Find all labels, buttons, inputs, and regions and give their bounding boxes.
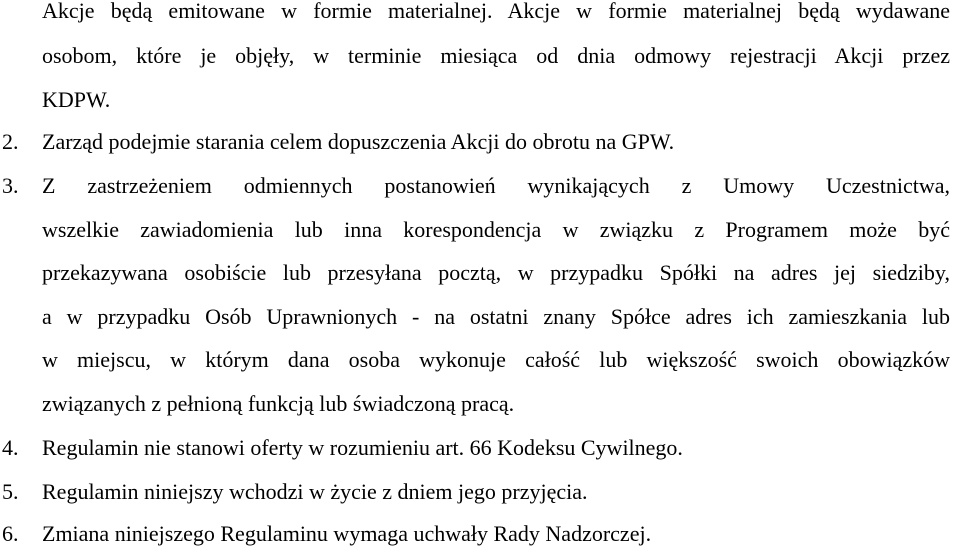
item-3-line-2: wszelkie zawiadomienia lub inna korespondencja w związku z Programem może być (42, 217, 950, 242)
item-3-line-3: przekazywana osobiście lub przesyłana pocztą, w przypadku Spółki na adres jej siedziby, (42, 260, 950, 285)
item-3-line-6: związanych z pełnioną funkcją lub świadczoną pracą. (42, 391, 515, 416)
intro-line-2: osobom, które je objęły, w terminie miesiąca od dnia odmowy rejestracji Akcji przez (42, 43, 950, 68)
item-3-line-5: w miejscu, w którym dana osoba wykonuje całość lub większość swoich obowiązków (42, 347, 950, 372)
item-3-line-1: Z zastrzeżeniem odmiennych postanowień wynikających z Umowy Uczestnictwa, (42, 173, 950, 198)
item-6-number: 6. (2, 521, 19, 546)
item-3-line-4: a w przypadku Osób Uprawnionych - na ostatni znany Spółce adres ich zamieszkania lub (42, 304, 950, 329)
item-6-line-1: Zmiana niniejszego Regulaminu wymaga uchwały Rady Nadzorczej. (42, 521, 652, 546)
item-2-line-1: Zarząd podejmie starania celem dopuszczenia Akcji do obrotu na GPW. (42, 129, 675, 154)
item-5-line-1: Regulamin niniejszy wchodzi w życie z dniem jego przyjęcia. (42, 479, 588, 504)
item-5-number: 5. (2, 479, 19, 504)
item-3-number: 3. (2, 173, 19, 198)
item-4-number: 4. (2, 435, 19, 460)
intro-line-3: KDPW. (42, 87, 111, 112)
intro-line-1: Akcje będą emitowane w formie materialnej. Akcje w formie materialnej będą wydawane (42, 0, 950, 23)
item-4-line-1: Regulamin nie stanowi oferty w rozumieniu art. 66 Kodeksu Cywilnego. (42, 435, 683, 460)
item-2-number: 2. (2, 129, 19, 154)
